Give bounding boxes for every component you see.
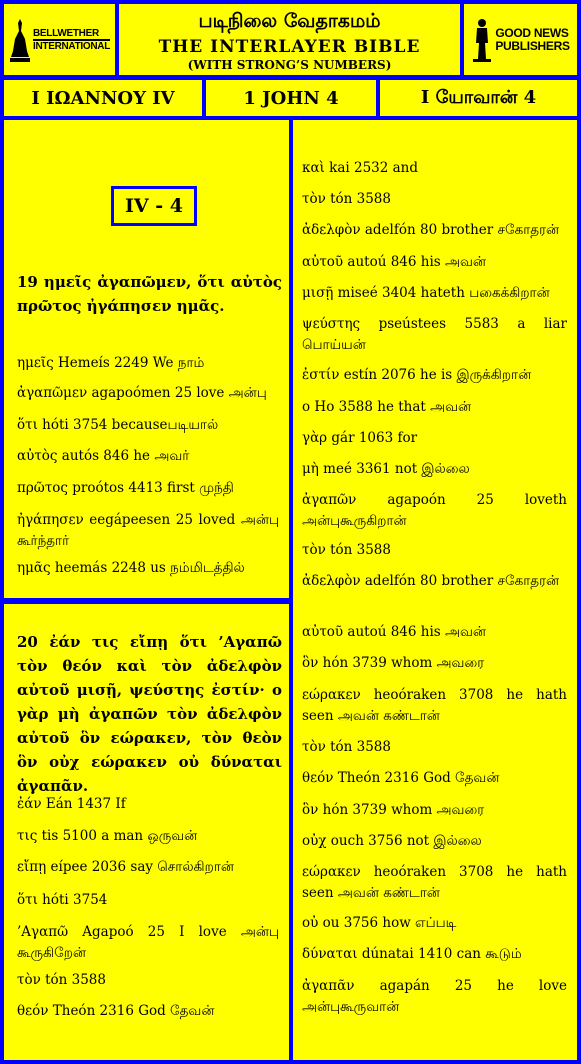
word-entry: ημᾶς heemás 2248 us நம்மிடத்தில் bbox=[17, 560, 245, 576]
word-entry: αὐτοῦ autoú 846 his அவன் bbox=[302, 254, 487, 270]
word-entry: τὸν tón 3588 bbox=[17, 972, 106, 988]
title-tamil: படிநிலை வேதாகமம் bbox=[198, 10, 381, 32]
bell-icon bbox=[9, 17, 31, 63]
word-entry: τὸν tón 3588 bbox=[302, 542, 391, 558]
verse20-panel bbox=[4, 604, 289, 1060]
verse19-panel bbox=[4, 120, 289, 598]
word-entry: πρῶτος proótos 4413 first முந்தி bbox=[17, 480, 234, 496]
word-entry: ἀγαπῶν agapoón 25 loveth அன்புகூருகிறான் bbox=[302, 492, 567, 529]
word-entry: αὐτοῦ autoú 846 his அவன் bbox=[302, 624, 487, 640]
word-entry: ἀδελφὸν adelfón 80 brother சகோதரன் bbox=[302, 222, 560, 238]
word-entry: θεόν Theón 2316 God தேவன் bbox=[302, 770, 500, 786]
word-entry: ἐάν Eán 1437 If bbox=[17, 796, 126, 812]
left-logo-line1: BELLWETHER bbox=[33, 28, 110, 41]
word-entry: αὐτὸς autós 846 he அவர் bbox=[17, 448, 190, 464]
word-entry: δύναται dúnatai 1410 can கூடும் bbox=[302, 946, 522, 962]
left-logo-text bbox=[33, 28, 110, 52]
verse19-text: 19 ημεῖς ἀγαπῶμεν, ὅτι αὐτὸς πρῶτος ἠγάπησεν ημᾶς. bbox=[17, 273, 282, 315]
title-box bbox=[119, 4, 460, 75]
word-entry: ψεύστης pseústees 5583 a liar பொய்யன் bbox=[302, 316, 567, 353]
right-logo-line2: PUBLISHERS bbox=[495, 38, 570, 53]
word-entry: εώρακεν heoóraken 3708 he hath seen அவன் கண்டான் bbox=[302, 864, 567, 901]
word-entry: ἀγαπῶμεν agapoómen 25 love அன்பு bbox=[17, 385, 267, 401]
right-panel bbox=[293, 120, 577, 1060]
left-logo-line2: INTERNATIONAL bbox=[32, 40, 111, 52]
right-logo-text bbox=[495, 27, 569, 53]
word-entry: μὴ meé 3361 not இல்லை bbox=[302, 461, 470, 477]
word-entry: ο Ho 3588 he that அவன் bbox=[302, 399, 472, 415]
word-entry: ημεῖς Hemeís 2249 We நாம் bbox=[17, 355, 205, 371]
word-entry: ἐστίν estín 2076 he is இருக்கிறான் bbox=[302, 367, 532, 383]
word-entry: ἠγάπησεν eegápeesen 25 loved அன்பு கூர்ந்தார் bbox=[17, 512, 279, 549]
word-entry: ἀδελφὸν adelfón 80 brother சகோதரன் bbox=[302, 573, 560, 589]
ref-english: 1 JOHN 4 bbox=[206, 80, 376, 116]
ref-greek: I ΙΩΑΝΝΟΥ IV bbox=[4, 80, 202, 116]
title-subtitle: (WITH STRONG’S NUMBERS) bbox=[187, 58, 392, 72]
word-entry: τις tis 5100 a man ஒருவன் bbox=[17, 828, 198, 844]
word-entry: θεόν Theón 2316 God தேவன் bbox=[17, 1003, 215, 1019]
left-logo-box bbox=[4, 4, 115, 75]
word-entry: γὰρ gár 1063 for bbox=[302, 430, 418, 446]
publisher-figure-icon bbox=[471, 17, 493, 63]
word-entry: μισῇ miseé 3404 hateth பகைக்கிறான் bbox=[302, 285, 550, 301]
word-entry: καὶ kai 2532 and bbox=[302, 160, 419, 176]
word-entry: οὐ ou 3756 how எப்படி bbox=[302, 915, 457, 931]
word-entry: ὃν hón 3739 whom அவரை bbox=[302, 802, 485, 818]
right-logo-line1: GOOD NEWS bbox=[495, 25, 569, 40]
word-entry: οὐχ ouch 3756 not இல்லை bbox=[302, 833, 482, 849]
word-entry: τὸν tón 3588 bbox=[302, 191, 391, 207]
ref-tamil: I யோவான் 4 bbox=[380, 80, 577, 116]
verse20-text: 20 ἐάν τις εἴπῃ ὅτι ’Αγαπῶ τὸν θεόν καὶ τὸν ἀδελφὸν αὐτοῦ μισῇ, ψεύστης ἐστίν· ο γὰρ μὴ ἀγαπῶν τὸν ἀδελφὸν αὐτοῦ ὃν εώρακεν, τὸν θεὸν ὃν οὐχ εώρακεν οὐ δύναται ἀγαπᾶν. bbox=[17, 633, 282, 795]
word-entry: ἀγαπᾶν agapán 25 he love அன்புகூருவான் bbox=[302, 978, 567, 1015]
chapter-label: IV - 4 bbox=[111, 186, 197, 226]
word-entry: εἴπῃ eípee 2036 say சொல்கிறான் bbox=[17, 859, 234, 875]
word-entry: ὃν hón 3739 whom அவரை bbox=[302, 655, 485, 671]
word-entry: ’Αγαπῶ Agapoó 25 I love அன்பு கூருகிறேன் bbox=[17, 924, 279, 961]
right-logo-box bbox=[464, 4, 577, 75]
word-entry: εώρακεν heoóraken 3708 he hath seen அவன் கண்டான் bbox=[302, 687, 567, 724]
title-english: THE INTERLAYER BIBLE bbox=[158, 37, 421, 57]
word-entry: ὅτι hóti 3754 bbox=[17, 892, 108, 908]
word-entry: ὅτι hóti 3754 becauseபடியால் bbox=[17, 417, 219, 433]
word-entry: τὸν tón 3588 bbox=[302, 739, 391, 755]
